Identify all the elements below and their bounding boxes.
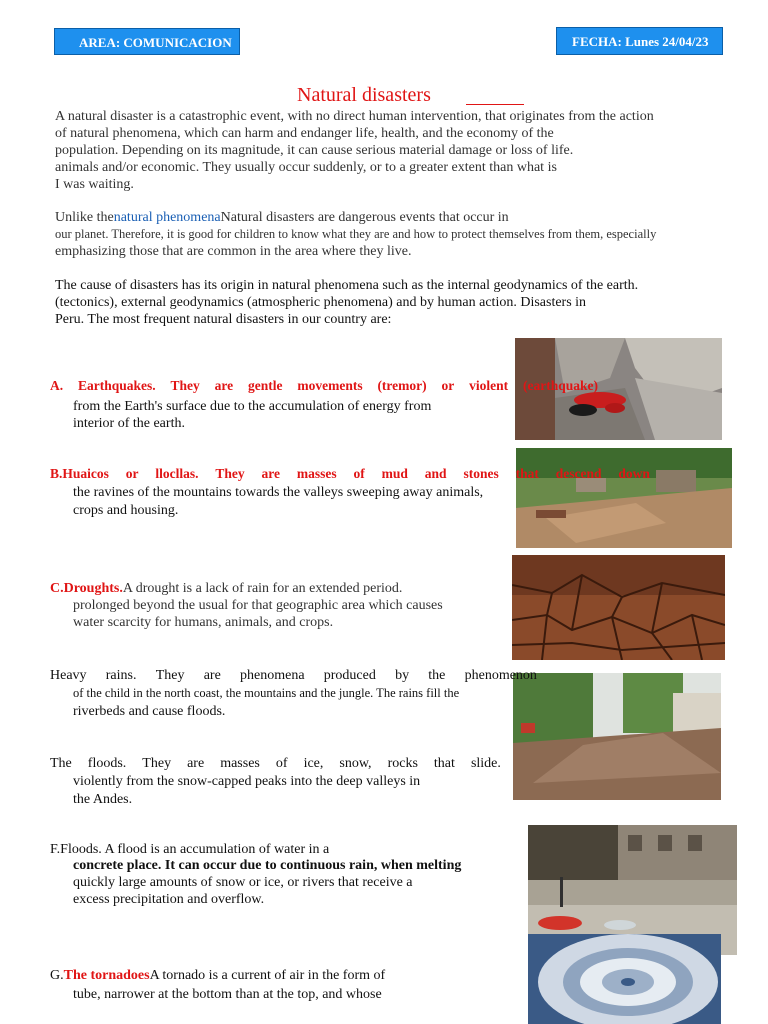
huaico-photo xyxy=(516,448,732,548)
tornadoes-label: The tornadoes xyxy=(63,968,150,983)
tornadoes-line-2: tube, narrower at the bottom than at the top, and whose xyxy=(73,987,382,1002)
heavy-rains-line-3: riverbeds and cause floods. xyxy=(73,704,226,719)
natural-phenomena-link[interactable]: natural phenomena xyxy=(113,210,221,225)
unlike-line xyxy=(55,209,509,226)
word: The xyxy=(50,756,72,771)
word: masses xyxy=(220,756,260,771)
word: masses xyxy=(296,466,337,481)
intro-line: A natural disaster is a catastrophic event, with no direct human intervention, that originates from the action xyxy=(55,109,654,124)
heavy-rains-heading xyxy=(50,667,537,684)
huaicos-line-2: the ravines of the mountains towards the valleys sweeping away animals, xyxy=(73,485,484,500)
tornadoes-line-1: A tornado is a current of air in the form of xyxy=(149,968,386,983)
tornado-photo xyxy=(528,934,721,1024)
title-underline xyxy=(466,104,524,105)
tornadoes-prefix: G. xyxy=(50,968,64,983)
unlike-line-3: emphasizing those that are common in the area where they live. xyxy=(55,244,412,259)
unlike-line-2: our planet. Therefore, it is good for children to know what they are and how to protect themselves from them, especially xyxy=(55,227,657,241)
word: or xyxy=(441,378,455,393)
word: Heavy xyxy=(50,668,87,683)
floods-ice-line-2: violently from the snow-capped peaks into the deep valleys in xyxy=(73,774,421,789)
intro-line: population. Depending on its magnitude, it can cause serious material damage or loss of life. xyxy=(55,143,574,158)
word: descend xyxy=(555,466,602,481)
word: Earthquakes. xyxy=(77,378,156,393)
word: are xyxy=(203,668,221,683)
huaicos-line-3: crops and housing. xyxy=(73,503,179,518)
earthquakes-heading xyxy=(50,377,598,394)
word: of xyxy=(275,756,288,771)
word: They xyxy=(215,466,245,481)
floods-heading: F.Floods. A flood is an accumulation of water in a xyxy=(50,842,330,857)
floods-ice-line-3: the Andes. xyxy=(73,792,133,807)
word: and xyxy=(424,466,447,481)
drought-photo xyxy=(512,555,725,660)
word: produced xyxy=(323,668,376,683)
word: (tremor) xyxy=(377,378,427,393)
word: by xyxy=(395,668,410,683)
word: ice, xyxy=(303,756,324,771)
huaicos-heading xyxy=(50,465,650,482)
cause-line: (tectonics), external geodynamics (atmospheric phenomena) and by human action. Disasters in xyxy=(55,295,587,310)
word: or xyxy=(125,466,139,481)
intro-line: animals and/or economic. They usually occur suddenly, or to a greater extent than what is xyxy=(55,160,557,175)
word: They xyxy=(155,668,185,683)
word: rocks xyxy=(387,756,418,771)
area-label: AREA: COMUNICACION xyxy=(54,28,240,55)
droughts-heading xyxy=(50,580,402,597)
tornadoes-heading xyxy=(50,967,385,984)
page-title: Natural disasters xyxy=(297,84,431,106)
word: phenomena xyxy=(240,668,305,683)
word: gentle xyxy=(247,378,283,393)
floods-line-3: quickly large amounts of snow or ice, or rivers that receive a xyxy=(73,875,413,890)
word: rains. xyxy=(105,668,137,683)
word: llocllas. xyxy=(155,466,199,481)
cause-line: The cause of disasters has its origin in natural phenomena such as the internal geodynamics of the earth. xyxy=(55,278,639,293)
word: (earthquake) xyxy=(522,378,598,393)
word: that xyxy=(433,756,455,771)
word: B.Huaicos xyxy=(50,466,109,481)
word: A. xyxy=(50,378,64,393)
word: are xyxy=(187,756,205,771)
word: down xyxy=(618,466,650,481)
word: violent xyxy=(469,378,509,393)
word: They xyxy=(170,378,200,393)
word: movements xyxy=(297,378,363,393)
floods-line-2: concrete place. It can occur due to continuous rain, when melting xyxy=(73,858,462,873)
cause-line: Peru. The most frequent natural disasters in our country are: xyxy=(55,312,392,327)
word: are xyxy=(214,378,234,393)
flooded-street-photo xyxy=(513,673,721,800)
earthquakes-line-2: from the Earth's surface due to the accumulation of energy from xyxy=(73,399,432,414)
droughts-label: C.Droughts. xyxy=(50,581,123,596)
word: phenomenon xyxy=(464,668,537,683)
word: stones xyxy=(463,466,499,481)
earthquakes-line-3: interior of the earth. xyxy=(73,416,185,431)
word: floods. xyxy=(87,756,127,771)
word: of xyxy=(353,466,365,481)
unlike-rest: Natural disasters are dangerous events that occur in xyxy=(220,210,509,225)
droughts-line-1: A drought is a lack of rain for an extended period. xyxy=(122,581,403,596)
intro-line: I was waiting. xyxy=(55,177,134,192)
droughts-line-3: water scarcity for humans, animals, and crops. xyxy=(73,615,334,630)
word: slide. xyxy=(470,756,501,771)
word: the xyxy=(428,668,446,683)
intro-line: of natural phenomena, which can harm and endanger life, health, and the economy of the xyxy=(55,126,554,141)
unlike-prefix: Unlike the xyxy=(55,210,114,225)
floods-line-4: excess precipitation and overflow. xyxy=(73,892,265,907)
word: mud xyxy=(381,466,408,481)
word: are xyxy=(261,466,281,481)
word: snow, xyxy=(339,756,372,771)
date-label: FECHA: Lunes 24/04/23 xyxy=(556,27,723,55)
heavy-rains-line-2: of the child in the north coast, the mountains and the jungle. The rains fill the xyxy=(73,686,460,700)
word: They xyxy=(142,756,172,771)
floods-ice-heading xyxy=(50,755,501,772)
droughts-line-2: prolonged beyond the usual for that geographic area which causes xyxy=(73,598,443,613)
word: that xyxy=(515,466,539,481)
